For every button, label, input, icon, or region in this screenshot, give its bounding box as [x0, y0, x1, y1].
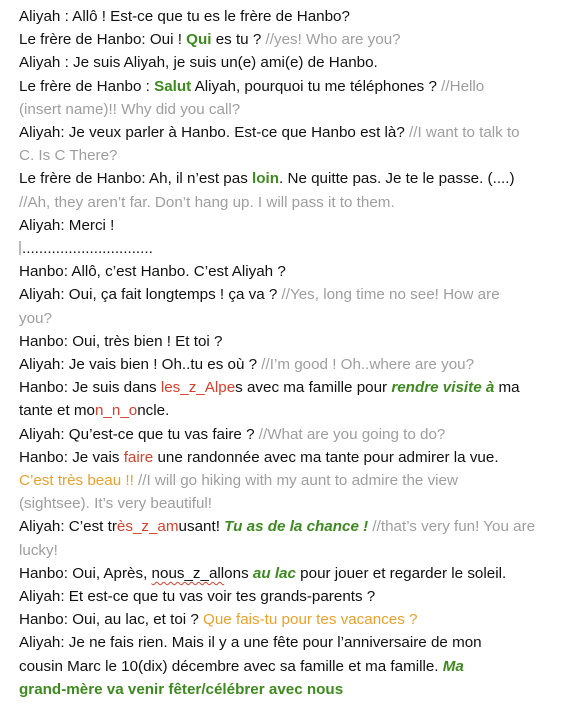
text-segment: es tu ?	[211, 31, 266, 49]
dialogue-line	[19, 631, 569, 654]
text-segment: Tu as de la chance !	[224, 518, 369, 536]
text-segment: Hanbo: Je vais	[19, 448, 124, 466]
text-segment: Le frère de Hanbo: Ah, il n’est pas	[19, 170, 253, 188]
text-segment: C. Is C There?	[19, 147, 118, 165]
text-segment: cousin Marc le 10(dix) décembre avec sa famille et ma famille.	[19, 657, 443, 675]
text-segment: lucky!	[19, 541, 58, 559]
text-segment: Aliyah: Je vais bien ! Oh..tu es où ?	[19, 356, 262, 373]
text-segment: Salut	[154, 77, 192, 95]
text-segment: Aliyah: Oui, ça fait longtemps ! ça va ?	[19, 286, 282, 304]
text-segment: Le frère de Hanbo :	[19, 77, 155, 95]
text-segment: Aliyah: Et est-ce que tu vas voir tes grands-parents ?	[19, 588, 376, 605]
text-segment: Aliyah: Je ne fais rien. Mais il y a une fête pour l’anniversaire de mon	[19, 634, 482, 652]
text-segment: faire	[123, 448, 154, 466]
text-segment: Aliyah: Je veux parler à Hanbo. Est-ce que Hanbo est là?	[19, 124, 410, 141]
text-segment: Aliyah: Qu’est-ce que tu vas faire ?	[19, 425, 259, 443]
dialogue-line	[19, 446, 569, 469]
dialogue-line	[19, 515, 569, 538]
dialogue-line	[19, 353, 569, 376]
text-segment: //yes! Who are you?	[265, 31, 401, 49]
text-segment: C’est très beau !!	[19, 472, 134, 489]
text-segment: n_n_o	[94, 402, 138, 420]
dialogue-line	[19, 121, 569, 144]
text-segment: Hanbo: Oui, au lac, et toi ?	[19, 611, 204, 629]
text-segment: grand-mère va venir fêter/célébrer avec nous	[19, 680, 344, 698]
text-segment: au lac	[252, 564, 296, 582]
dialogue-line	[19, 562, 569, 585]
text-segment: une randonnée avec ma tante pour admirer la vue.	[153, 448, 499, 466]
text-segment: //Yes, long time no see! How are	[281, 286, 500, 304]
dialogue-line	[19, 423, 569, 446]
text-segment: Aliyah: Merci !	[19, 216, 115, 234]
dialogue-line	[19, 260, 569, 283]
dialogue-line	[19, 5, 569, 28]
text-segment: pour jouer et regarder le soleil.	[295, 564, 507, 582]
dialogue-line	[19, 98, 569, 121]
text-segment: Qui	[186, 31, 212, 49]
dialogue-line	[19, 283, 569, 306]
text-segment: //Hello	[441, 77, 485, 95]
text-cursor	[19, 241, 21, 255]
dialogue-line	[19, 307, 569, 330]
text-segment: nous_z_all	[151, 564, 225, 582]
dialogue-line	[19, 539, 569, 562]
text-segment: loin	[252, 170, 280, 188]
text-segment: ...............................	[22, 240, 153, 257]
dialogue-line	[19, 237, 569, 260]
text-segment: //that’s very fun! You are	[368, 518, 536, 536]
dialogue-line	[19, 469, 569, 492]
text-segment: rendre visite à	[391, 379, 495, 397]
dialogue-line	[19, 492, 569, 515]
text-segment: Le frère de Hanbo: Oui !	[19, 31, 187, 49]
text-segment: ons	[224, 564, 253, 582]
dialogue-line	[19, 28, 569, 51]
text-segment: ma	[494, 379, 520, 397]
dialogue-line	[19, 608, 569, 631]
dialogue-line	[19, 399, 569, 422]
dialogue-line	[19, 191, 569, 214]
dialogue-line	[19, 376, 569, 399]
text-segment: Hanbo: Oui, très bien ! Et toi ?	[19, 332, 223, 350]
dialogue-line	[19, 75, 569, 98]
dialogue-line	[19, 585, 569, 608]
text-segment: Hanbo: Je suis dans	[19, 379, 161, 397]
dialogue-line	[19, 330, 569, 353]
text-segment: ès_z_am	[116, 518, 179, 536]
text-segment: (sightsee). It’s very beautiful!	[19, 495, 213, 513]
text-segment: les_z_Alpe	[160, 379, 236, 397]
dialogue-line	[19, 655, 569, 678]
text-segment: you?	[19, 309, 52, 327]
text-segment: //I want to talk to	[409, 124, 520, 141]
text-segment: usant!	[178, 518, 225, 536]
text-segment: tante et mo	[19, 402, 95, 420]
text-segment: //What are you going to do?	[258, 425, 446, 443]
text-segment: s avec ma famille pour	[235, 379, 392, 397]
text-segment: //I’m good ! Oh..where are you?	[261, 356, 475, 373]
dialogue-line	[19, 167, 569, 190]
text-segment: //I will go hiking with my aunt to admire the view	[133, 472, 458, 489]
text-segment: (insert name)!! Why did you call?	[19, 100, 241, 118]
text-segment: Aliyah : Je suis Aliyah, je suis un(e) ami(e) de Hanbo.	[19, 54, 378, 72]
text-segment: Aliyah, pourquoi tu me téléphones ?	[191, 77, 442, 95]
text-segment: Aliyah : Allô ! Est-ce que tu es le frère de Hanbo?	[19, 8, 350, 25]
text-segment: //Ah, they aren’t far. Don’t hang up. I will pass it to them.	[19, 193, 395, 211]
text-segment: Aliyah: C’est tr	[19, 518, 117, 536]
dialogue-line	[19, 678, 569, 701]
text-segment: Que fais-tu pour tes vacances ?	[203, 611, 418, 629]
text-segment: Hanbo: Allô, c’est Hanbo. C’est Aliyah ?	[19, 263, 286, 281]
text-segment: Hanbo: Oui, Après,	[19, 564, 152, 582]
dialogue-line	[19, 214, 569, 237]
text-segment: . Ne quitte pas. Je te le passe. (....)	[279, 170, 515, 188]
dialogue-line	[19, 144, 569, 167]
text-segment: ncle.	[137, 402, 170, 420]
text-segment: Ma	[442, 657, 464, 675]
dialogue-line	[19, 51, 569, 74]
